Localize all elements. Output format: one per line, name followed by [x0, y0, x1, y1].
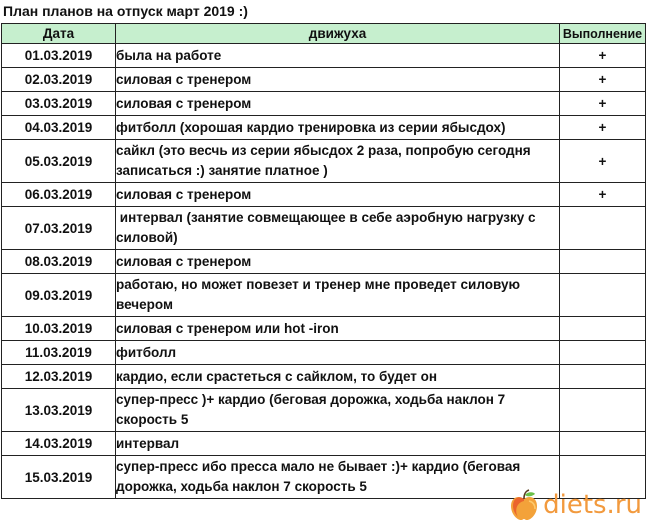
- watermark: [509, 489, 642, 521]
- date-cell: 05.03.2019: [2, 140, 116, 183]
- table-row: [2, 317, 646, 341]
- date-cell: 08.03.2019: [2, 250, 116, 274]
- activity-cell: работаю, но может повезет и тренер мне проведет силовую вечером: [116, 274, 560, 317]
- done-cell: [560, 341, 646, 365]
- activity-cell: сайкл (это весчь из серии ябысдох 2 раза, попробую сегодня записаться :) занятие платное ): [116, 140, 560, 183]
- done-cell: [560, 207, 646, 250]
- table-row: [2, 116, 646, 140]
- table-row: [2, 250, 646, 274]
- date-cell: 12.03.2019: [2, 365, 116, 389]
- apple-logo-icon: [509, 489, 539, 521]
- activity-cell: силовая с тренером: [116, 92, 560, 116]
- done-cell: [560, 250, 646, 274]
- table-row: [2, 207, 646, 250]
- done-cell: +: [560, 140, 646, 183]
- done-cell: [560, 389, 646, 432]
- done-cell: [560, 365, 646, 389]
- done-cell: [560, 274, 646, 317]
- activity-cell: супер-пресс )+ кардио (беговая дорожка, ходьба наклон 7 скорость 5: [116, 389, 560, 432]
- activity-cell: супер-пресс ибо пресса мало не бывает :)+ кардио (беговая дорожка, ходьба наклон 7 скорость 5: [116, 456, 560, 499]
- table-row: [2, 44, 646, 68]
- done-cell: +: [560, 116, 646, 140]
- date-cell: 01.03.2019: [2, 44, 116, 68]
- date-cell: 03.03.2019: [2, 92, 116, 116]
- date-cell: 10.03.2019: [2, 317, 116, 341]
- activity-cell: силовая с тренером или hot -iron: [116, 317, 560, 341]
- table-body: [2, 44, 646, 499]
- done-cell: [560, 317, 646, 341]
- done-cell: +: [560, 68, 646, 92]
- activity-cell: кардио, если срастеться с сайклом, то будет он: [116, 365, 560, 389]
- table-header-row: [2, 24, 646, 44]
- done-cell: [560, 432, 646, 456]
- column-header-activity: движуха: [116, 24, 560, 44]
- activity-cell: фитболл: [116, 341, 560, 365]
- table-row: [2, 274, 646, 317]
- table-row: [2, 68, 646, 92]
- activity-cell: интервал: [116, 432, 560, 456]
- column-header-date: Дата: [2, 24, 116, 44]
- date-cell: 13.03.2019: [2, 389, 116, 432]
- watermark-text: diets.ru: [543, 490, 642, 520]
- activity-cell: силовая с тренером: [116, 250, 560, 274]
- table-row: [2, 389, 646, 432]
- done-cell: +: [560, 183, 646, 207]
- table-row: [2, 341, 646, 365]
- table-row: [2, 183, 646, 207]
- plan-table: [1, 23, 646, 499]
- date-cell: 02.03.2019: [2, 68, 116, 92]
- table-row: [2, 365, 646, 389]
- done-cell: +: [560, 44, 646, 68]
- activity-cell: силовая с тренером: [116, 68, 560, 92]
- done-cell: +: [560, 92, 646, 116]
- activity-cell: интервал (занятие совмещающее в себе аэробную нагрузку с силовой): [116, 207, 560, 250]
- table-row: [2, 92, 646, 116]
- column-header-done: Выполнение: [560, 24, 646, 44]
- table-row: [2, 140, 646, 183]
- table-row: [2, 432, 646, 456]
- date-cell: 04.03.2019: [2, 116, 116, 140]
- date-cell: 11.03.2019: [2, 341, 116, 365]
- date-cell: 07.03.2019: [2, 207, 116, 250]
- date-cell: 14.03.2019: [2, 432, 116, 456]
- page-title: План планов на отпуск март 2019 :): [3, 3, 248, 19]
- date-cell: 15.03.2019: [2, 456, 116, 499]
- date-cell: 09.03.2019: [2, 274, 116, 317]
- activity-cell: была на работе: [116, 44, 560, 68]
- date-cell: 06.03.2019: [2, 183, 116, 207]
- activity-cell: силовая с тренером: [116, 183, 560, 207]
- activity-cell: фитболл (хорошая кардио тренировка из серии ябысдох): [116, 116, 560, 140]
